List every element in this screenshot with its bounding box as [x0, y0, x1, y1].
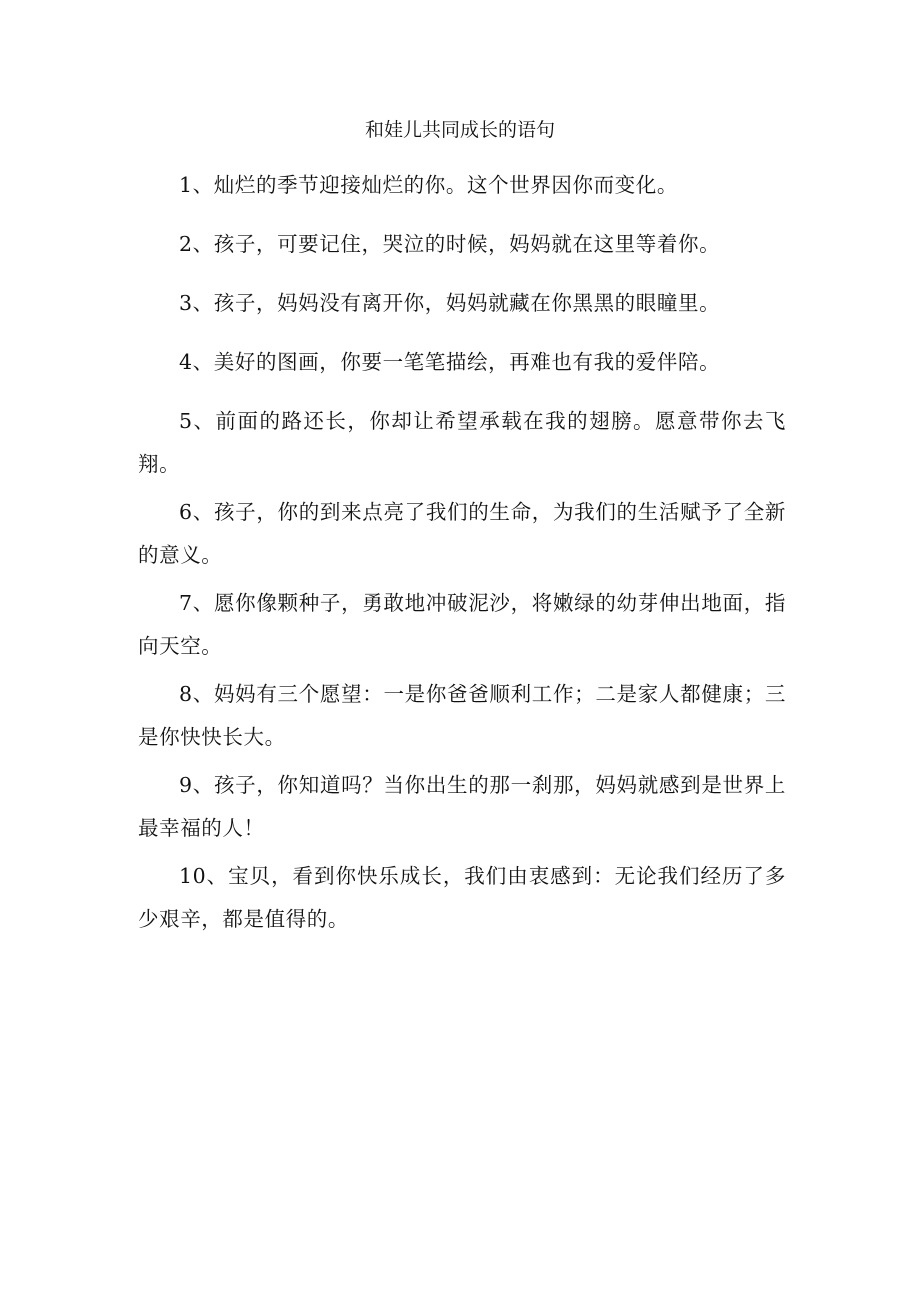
item-separator: 、 — [192, 232, 214, 256]
item-text: 灿烂的季节迎接灿烂的你。这个世界因你而变化。 — [213, 173, 678, 197]
list-item — [138, 673, 786, 759]
item-number: 3 — [179, 291, 193, 315]
item-separator: 、 — [192, 350, 214, 374]
item-text: 孩子，可要记住，哭泣的时候，妈妈就在这里等着你。 — [213, 232, 721, 256]
list-item — [138, 341, 786, 384]
item-separator: 、 — [206, 864, 229, 888]
item-text: 孩子，你的到来点亮了我们的生命，为我们的生活赋予了全新的意义。 — [138, 500, 786, 567]
item-number: 9 — [179, 773, 193, 797]
item-separator: 、 — [192, 291, 214, 315]
item-number: 8 — [179, 682, 193, 706]
item-number: 6 — [179, 500, 193, 524]
item-text: 前面的路还长，你却让希望承载在我的翅膀。愿意带你去飞翔。 — [138, 409, 786, 476]
list-item — [138, 282, 786, 325]
item-separator: 、 — [192, 591, 214, 615]
list-item — [138, 764, 786, 850]
document-body — [138, 164, 786, 946]
item-separator: 、 — [192, 409, 216, 433]
list-item — [138, 855, 786, 941]
item-separator: 、 — [192, 173, 214, 197]
list-item — [138, 223, 786, 266]
list-item — [138, 400, 786, 486]
item-text: 美好的图画，你要一笔笔描绘，再难也有我的爱伴陪。 — [213, 350, 721, 374]
item-number: 5 — [179, 409, 193, 433]
item-number: 4 — [179, 350, 193, 374]
item-text: 孩子，妈妈没有离开你，妈妈就藏在你黑黑的眼瞳里。 — [213, 291, 721, 315]
list-item — [138, 582, 786, 668]
list-item — [138, 164, 786, 207]
item-text: 愿你像颗种子，勇敢地冲破泥沙，将嫩绿的幼芽伸出地面，指向天空。 — [138, 591, 786, 658]
item-text: 宝贝，看到你快乐成长，我们由衷感到：无论我们经历了多少艰辛，都是值得的。 — [138, 864, 786, 931]
item-separator: 、 — [192, 500, 214, 524]
item-separator: 、 — [192, 682, 214, 706]
item-number: 1 — [179, 173, 193, 197]
item-number: 7 — [179, 591, 193, 615]
item-text: 孩子，你知道吗？当你出生的那一刹那，妈妈就感到是世界上最幸福的人！ — [138, 773, 786, 840]
item-separator: 、 — [192, 773, 214, 797]
item-number: 10 — [179, 864, 207, 888]
item-text: 妈妈有三个愿望：一是你爸爸顺利工作；二是家人都健康；三是你快快长大。 — [138, 682, 786, 749]
item-number: 2 — [179, 232, 193, 256]
list-item — [138, 491, 786, 577]
document-title: 和娃儿共同成长的语句 — [364, 119, 555, 141]
